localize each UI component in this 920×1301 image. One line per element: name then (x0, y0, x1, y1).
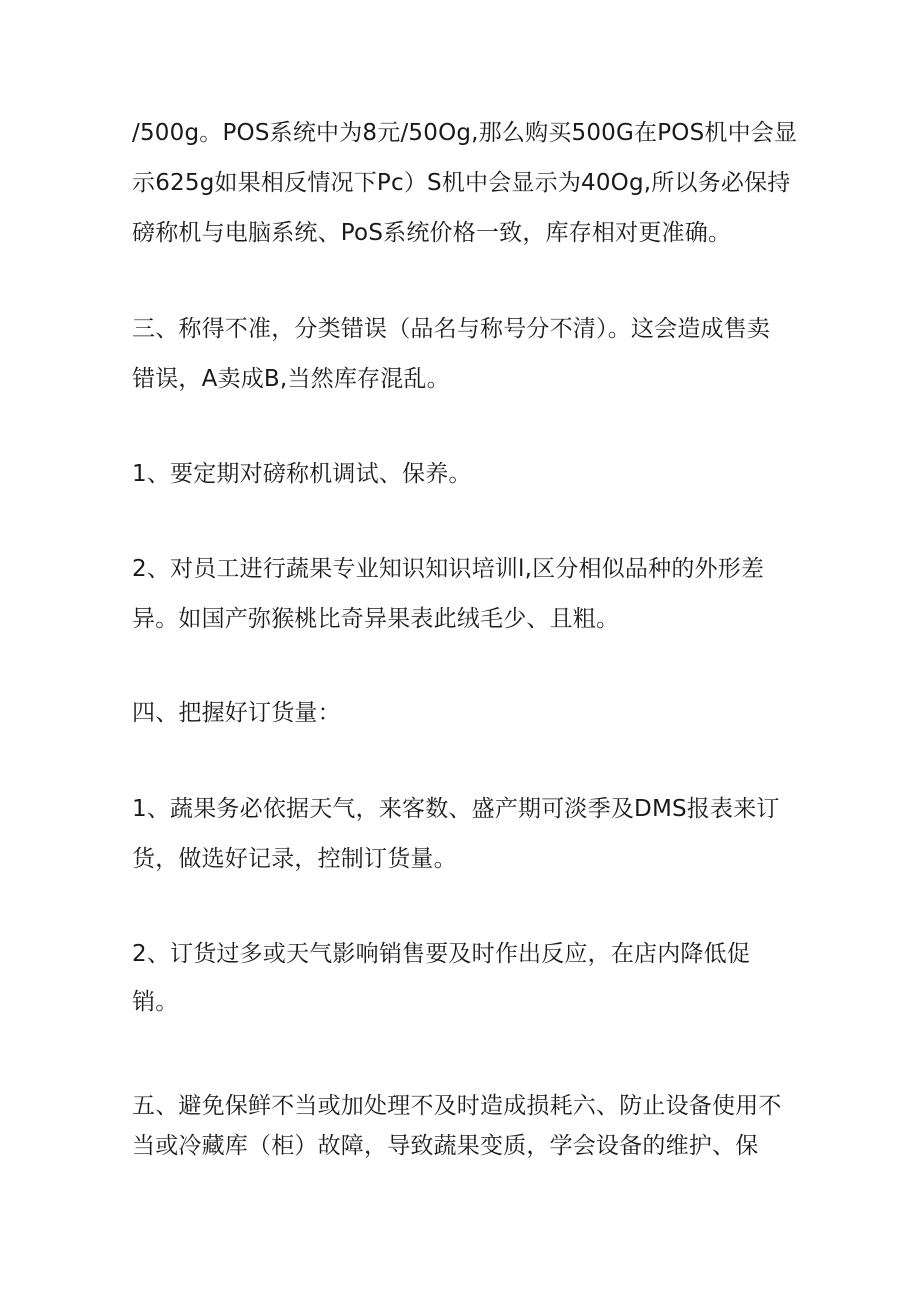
paragraph-4-line-1: 2、对员工进行蔬果专业知识知识培训l,区分相似品种的外形差 (132, 556, 765, 582)
paragraph-1-line-1: /500g。POS系统中为8元/50Og,那么购买500G在POS机中会显 (132, 120, 798, 146)
paragraph-6-line-2: 货，做选好记录，控制订货量。 (132, 846, 457, 872)
paragraph-7-line-2: 销。 (132, 989, 179, 1015)
paragraph-7-line-1: 2、订货过多或天气影响销售要及时作出反应，在店内降低促 (132, 941, 751, 967)
paragraph-8-line-1: 五、避免保鲜不当或加处理不及时造成损耗六、防止设备使用不 (132, 1093, 782, 1119)
paragraph-6-line-1: 1、蔬果务必依据天气，来客数、盛产期可淡季及DMS报表来订 (132, 796, 780, 822)
paragraph-2-line-1: 三、称得不准，分类错误（品名与称号分不清）。这会造成售卖 (132, 316, 771, 342)
paragraph-1-line-2: 示625g如果相反情况下Pc）S机中会显示为40Og,所以务必保持 (132, 170, 791, 196)
paragraph-4-line-2: 异。如国产弥猴桃比奇异果表此绒毛少、且粗。 (132, 606, 620, 632)
paragraph-5-line-1: 四、把握好订货量： (132, 700, 341, 726)
paragraph-2-line-2: 错误，A卖成B,当然库存混乱。 (132, 366, 450, 392)
paragraph-1-line-3: 磅称机与电脑系统、PoS系统价格一致，库存相对更准确。 (132, 220, 732, 246)
paragraph-3-line-1: 1、要定期对磅称机调试、保养。 (132, 461, 472, 487)
paragraph-8-line-2: 当或冷藏库（柜）故障，导致蔬果变质，学会设备的维护、保 (132, 1133, 759, 1159)
